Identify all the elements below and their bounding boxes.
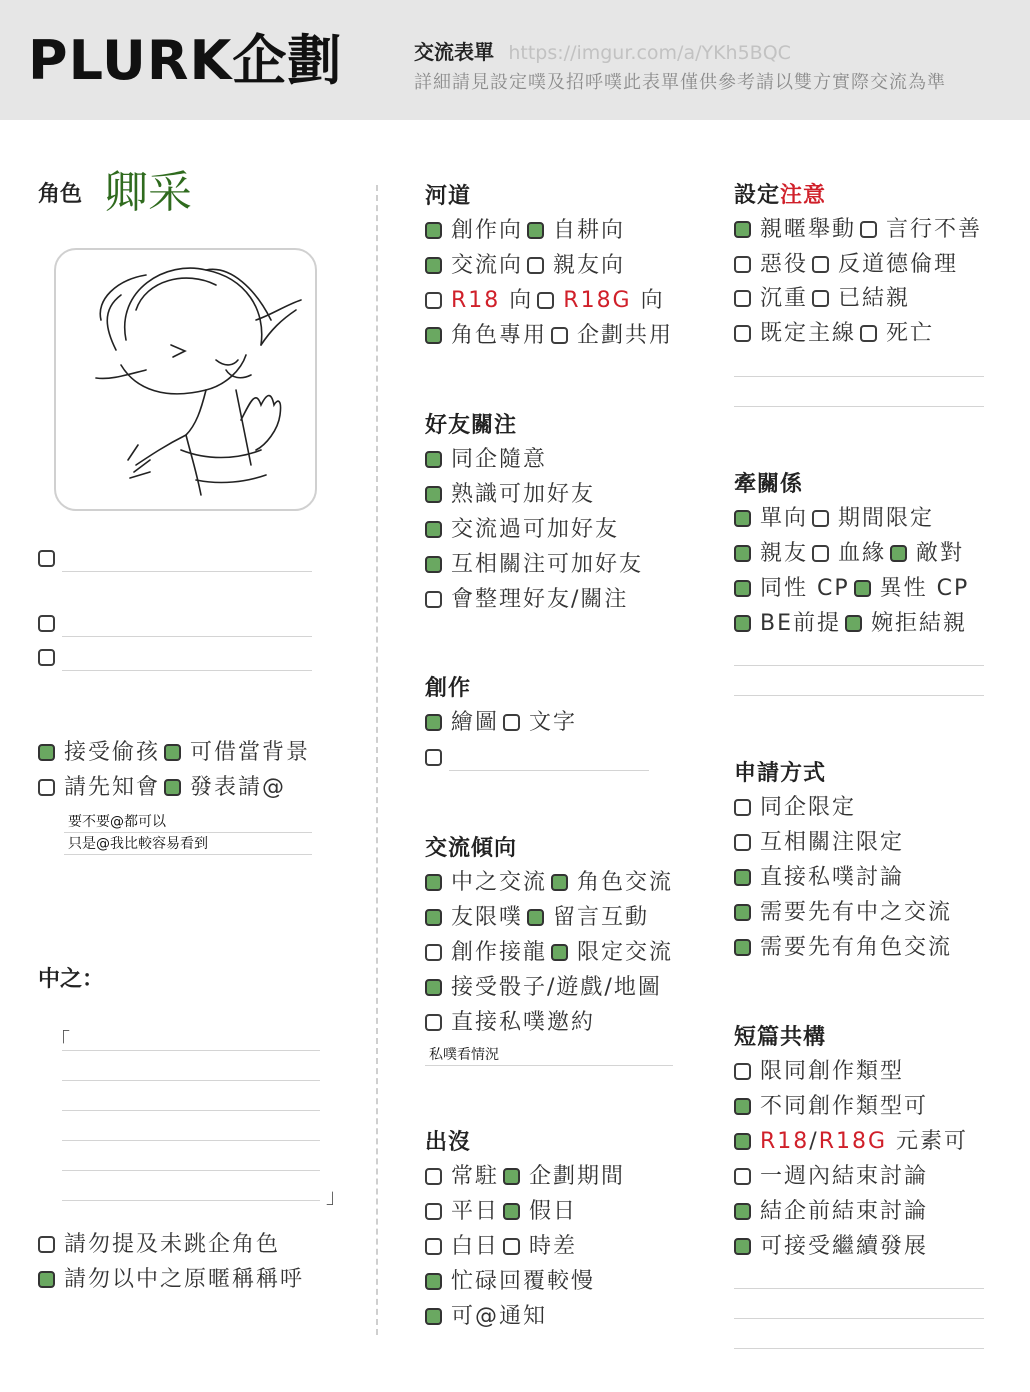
option-label: 既定主線 [760,320,857,346]
checkbox-unchecked[interactable] [734,799,751,816]
option-label: R18 [760,1129,810,1154]
option-row [734,504,938,534]
option-row [425,550,647,580]
blank-input-line[interactable] [734,1318,984,1319]
player-input-line[interactable] [62,1050,320,1051]
option-row [425,903,653,933]
checkbox-unchecked[interactable] [425,591,442,608]
checkbox-checked[interactable] [425,909,442,926]
option-item[interactable] [551,940,673,965]
option-label: 死亡 [886,320,935,346]
option-item[interactable] [537,288,664,313]
option-label: 限定交流 [577,940,674,965]
option-item[interactable] [734,576,850,601]
option-label: 同性 CP [760,576,850,601]
option-item[interactable] [527,905,649,930]
player-label: 中之： [38,967,105,992]
option-row [425,445,551,475]
option-item[interactable] [38,1232,280,1257]
checkbox-unchecked[interactable] [860,325,877,342]
option-label: 血緣 [838,541,887,566]
checkbox-checked[interactable] [164,744,181,761]
option-label: 友限噗 [451,905,524,930]
option-row [734,319,938,349]
option-label: 親暱舉動 [760,217,857,242]
option-label: R18G [563,288,632,313]
option-label: 不同創作類型可 [760,1094,929,1119]
blank-input-line[interactable] [734,406,984,407]
option-item[interactable] [425,1010,595,1035]
checkbox-checked[interactable] [551,874,568,891]
checkbox-unchecked[interactable] [425,1014,442,1031]
option-item[interactable] [734,541,808,566]
option-row [425,938,677,968]
option-separator: / [809,1129,819,1154]
option-row [734,828,908,858]
option-label: BE前提 [760,611,841,636]
option-item[interactable] [812,541,886,566]
option-item[interactable] [734,286,808,311]
checkbox-unchecked[interactable] [812,290,829,307]
option-item[interactable] [734,1199,928,1224]
checkbox-unchecked[interactable] [425,1203,442,1220]
option-label: 親友 [760,541,809,566]
option-item[interactable] [425,517,619,542]
option-item[interactable] [734,795,856,820]
option-row [734,1127,972,1157]
option-row [425,1008,599,1038]
option-item[interactable] [164,775,286,800]
option-item[interactable] [425,905,523,930]
player-input-line[interactable] [62,1110,320,1111]
option-item[interactable] [551,870,673,895]
option-label: 需要先有角色交流 [760,935,953,960]
option-label: 中之交流 [451,870,548,895]
option-label: 可借當背景 [190,740,311,765]
option-item[interactable] [734,1059,904,1084]
blank-input-line[interactable] [449,770,649,771]
option-row [734,250,962,280]
exchange-note: 私噗看情況 [425,1045,673,1066]
checkbox-unchecked[interactable] [734,1168,751,1185]
option-row [425,515,623,545]
option-label: 敵對 [916,541,965,566]
header-bar [0,0,1030,120]
option-item[interactable] [503,1234,577,1259]
option-label: 繪圖 [451,710,500,735]
option-line-child-use [38,738,314,768]
option-row [734,1162,932,1192]
note-line: 只是@我比較容易看到 [64,834,312,855]
option-item[interactable] [164,740,310,765]
character-name: 卿采 [104,167,192,218]
option-item[interactable] [812,286,910,311]
blank-input-line[interactable] [734,665,984,666]
option-label: 平日 [451,1199,500,1224]
option-label: 自耕向 [553,218,626,243]
option-item[interactable] [734,830,904,855]
checkbox-checked[interactable] [425,1273,442,1290]
checkbox-checked[interactable] [734,1238,751,1255]
option-label: 親友向 [553,253,626,278]
option-item[interactable] [527,218,625,243]
option-row [734,574,973,604]
option-label: 惡役 [760,251,809,277]
bracket-close: 」 [326,1184,346,1208]
option-item[interactable] [734,1234,928,1259]
checkbox-unchecked[interactable] [812,510,829,527]
checkbox-checked[interactable] [164,779,181,796]
option-item[interactable] [860,321,934,346]
checkbox-unchecked[interactable] [425,1168,442,1185]
form-link-line [414,38,791,67]
option-label: 交流過可加好友 [451,517,620,542]
option-label: R18G [818,1129,888,1154]
option-item[interactable] [425,1304,547,1329]
option-label: 同企限定 [760,795,857,820]
checkbox-unchecked[interactable] [734,834,751,851]
option-row [425,1302,551,1332]
checkbox-unchecked[interactable] [734,1063,751,1080]
checkbox-unchecked[interactable] [527,257,544,274]
section-title-hedao: 河道 [425,184,472,209]
option-row [734,863,908,893]
option-label: 時差 [529,1234,578,1259]
checkbox-checked[interactable] [425,327,442,344]
option-item[interactable] [890,541,964,566]
option-row [425,1232,581,1262]
checkbox-checked[interactable] [425,486,442,503]
checkbox-unchecked[interactable] [38,779,55,796]
option-suffix: 向 [500,288,534,313]
checkbox-checked[interactable] [527,222,544,239]
option-label: 請勿提及未跳企角色 [64,1232,281,1257]
checkbox-checked[interactable] [425,979,442,996]
section-title-creation: 創作 [425,676,472,701]
option-item[interactable] [38,740,160,765]
option-label: 可接受繼續發展 [760,1234,929,1259]
option-row [425,868,677,898]
option-row [734,1197,932,1227]
option-label: 發表請@ [190,775,287,800]
option-item[interactable] [425,975,662,1000]
option-label: 創作向 [451,218,524,243]
note-line: 要不要@都可以 [64,812,312,833]
form-url-link[interactable]: https://imgur.com/a/YKh5BQC [508,42,791,64]
option-item[interactable] [734,1164,928,1189]
character-label: 角色 [38,182,83,207]
option-item[interactable] [734,1129,968,1154]
checkbox-checked[interactable] [425,257,442,274]
option-label: 互相關注可加好友 [451,552,644,577]
option-row [425,708,581,738]
option-item[interactable] [812,506,934,531]
option-row [425,1197,581,1227]
checkbox-checked[interactable] [734,510,751,527]
option-item[interactable] [734,252,808,277]
option-item[interactable] [425,288,533,313]
option-item[interactable] [503,1199,577,1224]
checkbox-checked[interactable] [425,556,442,573]
checkbox[interactable] [38,649,55,666]
option-row [425,321,677,351]
section-title-presence: 出沒 [425,1130,472,1155]
checkbox-checked[interactable] [734,869,751,886]
option-label: 直接私噗邀約 [451,1010,596,1035]
option-item[interactable] [425,940,547,965]
checkbox-checked[interactable] [503,1168,520,1185]
checkbox-checked[interactable] [854,580,871,597]
checkbox-checked[interactable] [734,904,751,921]
checkbox-unchecked[interactable] [734,256,751,273]
option-line-notify [38,773,290,803]
option-label: 同企隨意 [451,447,548,472]
checkbox-unchecked[interactable] [812,256,829,273]
option-item[interactable] [812,252,958,277]
option-row [425,1162,629,1192]
checkbox-checked[interactable] [890,545,907,562]
option-row [734,609,971,639]
checkbox-checked[interactable] [734,615,751,632]
option-item[interactable] [734,611,841,636]
option-label: 請勿以中之原暱稱稱呼 [64,1267,305,1292]
option-item[interactable] [425,323,547,348]
checkbox-checked[interactable] [425,874,442,891]
checkbox-checked[interactable] [425,521,442,538]
option-label: 角色交流 [577,870,674,895]
checkbox[interactable] [38,615,55,632]
blank-input-line[interactable] [734,1288,984,1289]
player-input-line[interactable] [62,1170,320,1171]
option-row [425,973,666,1003]
option-row [734,1092,932,1122]
option-label: 假日 [529,1199,578,1224]
checkbox-unchecked[interactable] [503,714,520,731]
logo: PLURK企劃 [28,29,343,92]
checkbox-checked[interactable] [845,615,862,632]
checkbox-unchecked[interactable] [812,545,829,562]
option-label: 接受偷孩 [64,740,161,765]
option-item[interactable] [527,253,625,278]
option-item[interactable] [425,587,628,612]
option-label: 可@通知 [451,1304,548,1329]
player-input-line[interactable] [62,1140,320,1141]
option-label: 期間限定 [838,506,935,531]
settings-title-a: 設定 [734,183,781,208]
bracket-open: 「 [50,1028,70,1052]
option-row [734,1232,932,1262]
option-row [734,793,860,823]
section-title-short: 短篇共構 [734,1025,827,1050]
checkbox-checked[interactable] [734,939,751,956]
option-label: 請先知會 [64,775,161,800]
checkbox-checked[interactable] [425,714,442,731]
checkbox-unchecked[interactable] [425,944,442,961]
option-row [425,480,599,510]
section-title-exchange: 交流傾向 [425,836,518,861]
option-label: 婉拒結親 [871,611,968,636]
checkbox-checked[interactable] [734,1098,751,1115]
option-label: 常駐 [451,1164,500,1189]
option-row [425,286,669,316]
checkbox-checked[interactable] [527,909,544,926]
option-row [734,215,986,245]
section-title-friends: 好友關注 [425,413,518,438]
option-row [425,585,632,615]
option-label: 角色專用 [451,323,548,348]
option-row [734,1057,908,1087]
option-label: 一週內結束討論 [760,1164,929,1189]
option-item[interactable] [734,217,856,242]
option-label: 文字 [529,710,578,735]
checkbox-unchecked[interactable] [734,290,751,307]
player-input-line[interactable] [62,1200,320,1201]
option-item[interactable] [425,1269,595,1294]
character-sketch-icon [56,250,317,511]
option-row [734,933,956,963]
option-label: 企劃期間 [529,1164,626,1189]
option-label: 接受骰子/遊戲/地圖 [451,975,662,1000]
checkbox-unchecked[interactable] [537,292,554,309]
checkbox-checked[interactable] [425,222,442,239]
checkbox-checked[interactable] [38,744,55,761]
option-item[interactable] [38,1267,304,1292]
option-label: 異性 CP [879,576,970,601]
option-row [734,898,956,928]
option-label: 反道德倫理 [838,251,959,277]
checkbox-checked[interactable] [503,1203,520,1220]
option-label: 交流向 [451,253,524,278]
option-row [425,251,629,281]
option-label: R18 [451,288,501,313]
option-item[interactable] [425,1234,499,1259]
option-item[interactable] [425,710,499,735]
option-item[interactable] [551,323,673,348]
option-item[interactable] [425,482,595,507]
option-label: 企劃共用 [577,323,674,348]
option-label: 言行不善 [886,217,983,242]
blank-input-line[interactable] [62,670,312,671]
form-label: 交流表單 [414,40,494,64]
option-item[interactable] [425,218,523,243]
option-row [425,216,629,246]
option-item[interactable] [734,321,856,346]
checkbox-checked[interactable] [425,1308,442,1325]
section-title-relations: 牽關係 [734,472,804,497]
option-row [425,1267,599,1297]
option-label: 需要先有中之交流 [760,900,953,925]
disclaimer-text: 詳細請見設定噗及招呼噗此表單僅供參考請以雙方實際交流為準 [414,72,946,93]
blank-input-line[interactable] [62,571,312,572]
blank-input-line[interactable] [734,376,984,377]
option-label: 熟識可加好友 [451,482,596,507]
checkbox-unchecked[interactable] [734,325,751,342]
checkbox[interactable] [425,749,442,766]
option-label: 互相關注限定 [760,830,905,855]
option-suffix: 元素可 [887,1129,969,1154]
option-item[interactable] [734,900,952,925]
blank-input-line[interactable] [734,1348,984,1349]
option-item[interactable] [425,1199,499,1224]
option-item[interactable] [734,935,952,960]
settings-title-b: 注意 [780,183,827,208]
checkbox-checked[interactable] [551,944,568,961]
option-label: 創作接龍 [451,940,548,965]
column-divider [376,185,378,1335]
option-item[interactable] [425,1164,499,1189]
option-label: 忙碌回覆較慢 [451,1269,596,1294]
option-item[interactable] [38,775,160,800]
checkbox-checked[interactable] [734,580,751,597]
section-title-settings [734,181,826,211]
checkbox-checked[interactable] [38,1271,55,1288]
checkbox-checked[interactable] [734,545,751,562]
checkbox-unchecked[interactable] [551,327,568,344]
option-item[interactable] [425,253,523,278]
checkbox-checked[interactable] [425,451,442,468]
option-suffix: 向 [631,288,665,313]
section-title-apply: 申請方式 [734,761,827,786]
checkbox-checked[interactable] [734,1203,751,1220]
option-item[interactable] [425,552,643,577]
option-label: 限同創作類型 [760,1059,905,1084]
option-row [734,284,914,314]
player-option-2 [38,1265,308,1295]
option-label: 已結親 [838,286,911,311]
option-item[interactable] [854,576,970,601]
option-item[interactable] [425,870,547,895]
checkbox-unchecked[interactable] [503,1238,520,1255]
option-label: 白日 [451,1234,500,1259]
checkbox-unchecked[interactable] [425,292,442,309]
checkbox-unchecked[interactable] [425,1238,442,1255]
option-item[interactable] [503,710,577,735]
option-item[interactable] [845,611,967,636]
option-item[interactable] [734,1094,928,1119]
player-option-1 [38,1230,284,1260]
option-item[interactable] [425,447,547,472]
option-item[interactable] [503,1164,625,1189]
player-input-line[interactable] [62,1080,320,1081]
option-item[interactable] [860,217,982,242]
checkbox-checked[interactable] [734,1133,751,1150]
blank-input-line[interactable] [62,636,312,637]
option-item[interactable] [734,506,808,531]
checkbox-unchecked[interactable] [860,221,877,238]
checkbox-checked[interactable] [734,221,751,238]
option-label: 直接私噗討論 [760,865,905,890]
option-label: 沉重 [760,286,809,311]
checkbox[interactable] [38,550,55,567]
option-item[interactable] [734,865,904,890]
blank-input-line[interactable] [734,695,984,696]
option-row [734,539,968,569]
character-avatar [54,248,317,511]
option-label: 會整理好友/關注 [451,587,629,612]
option-label: 留言互動 [553,905,650,930]
checkbox-unchecked[interactable] [38,1236,55,1253]
option-label: 結企前結束討論 [760,1199,929,1224]
option-label: 單向 [760,506,809,531]
